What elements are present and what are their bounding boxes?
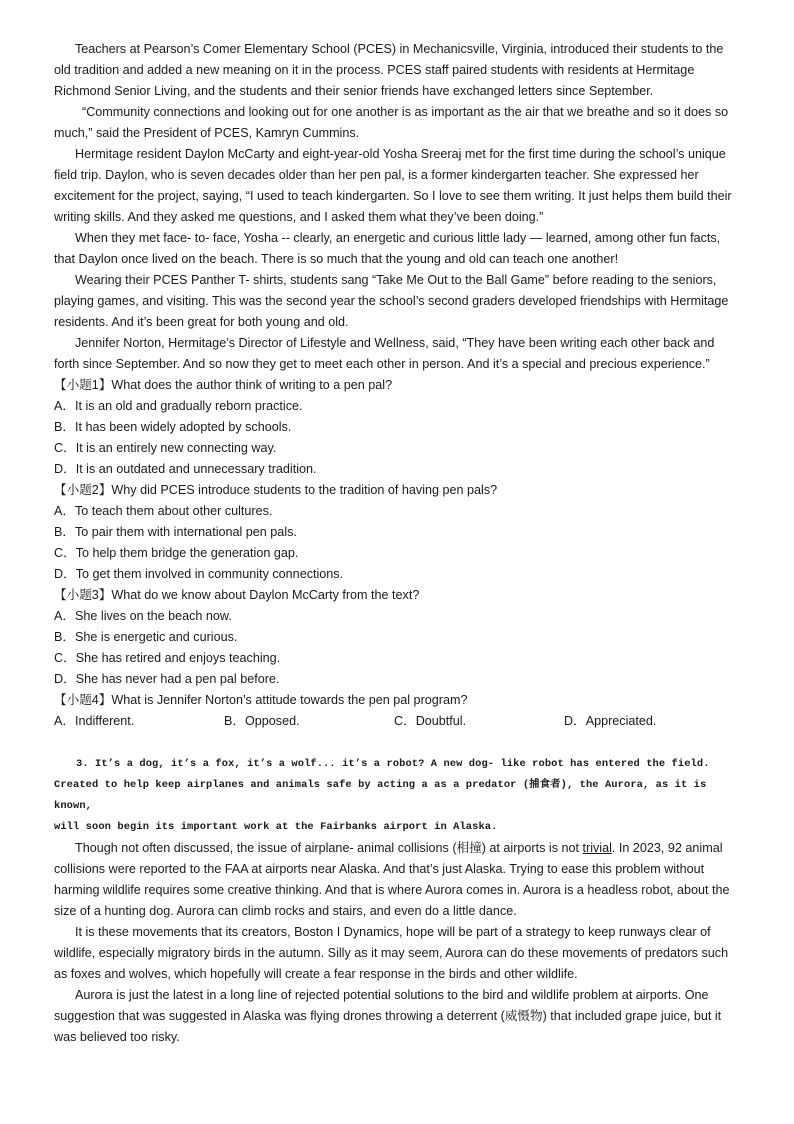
question-stem: 【小题2】Why did PCES introduce students to the tradition of having pen pals? [54, 483, 498, 497]
option-a: A．She lives on the beach now. [54, 609, 232, 623]
paragraph: “Community connections and looking out for one another is as important as the air that we breathe and so it does so much,” said the President of PCES, Kamryn Cummins. [54, 105, 729, 140]
paragraph: Hermitage resident Daylon McCarty and eight-year-old Yosha Sreeraj met for the first time during the school’s unique field trip. Daylon, who is seven decades older than her pen pal, is a former kindergarten teacher. She expressed her excitement for the project, saying, “I used to teach kindergarten. So I love to see them writing. It just helps them build their writing skills. And they asked me questions, and I asked them what they’ve been doing.” [54, 147, 732, 224]
option-a: A．It is an old and gradually reborn practice. [54, 399, 303, 413]
option-d: D．Appreciated. [564, 714, 657, 728]
passage-number: 3. [76, 758, 89, 770]
paragraph: When they met face- to- face, Yosha -- clearly, an energetic and curious little lady — learned, among other fun facts, that Daylon once lived on the beach. There is so much that the young and old can teach one another! [54, 231, 721, 266]
paragraph: Though not often discussed, the issue of airplane- animal collisions (相撞) at airports is not trivial. In 2023, 92 animal collisions were reported to the FAA at airports near Alaska. And that’s just Alaska. Trying to ease this problem without harming wildlife requires some creative thinking. And that is where Aurora comes in. Aurora is a headless robot, about the size of a hunting dog. Aurora can climb rocks and stairs, and even do a little dance. [54, 841, 730, 918]
question-3 [54, 585, 740, 690]
option-b: B．She is energetic and curious. [54, 630, 238, 644]
intro-line: 3. It’s a dog, it’s a fox, it’s a wolf... it’s a robot? A new dog- like robot has entered the field. [76, 758, 710, 770]
underlined-word: trivial [582, 841, 612, 855]
question-1 [54, 375, 740, 480]
option-d: D．She has never had a pen pal before. [54, 672, 280, 686]
option-b: B．Opposed. [224, 714, 300, 728]
question-2 [54, 480, 740, 585]
option-b: B．It has been widely adopted by schools. [54, 420, 292, 434]
option-b: B．To pair them with international pen pals. [54, 525, 297, 539]
option-d: D．It is an outdated and unnecessary tradition. [54, 462, 317, 476]
question-stem: 【小题4】What is Jennifer Norton’s attitude towards the pen pal program? [54, 693, 468, 707]
question-stem: 【小题1】What does the author think of writing to a pen pal? [54, 378, 393, 392]
passage-3-intro [54, 754, 740, 838]
option-a: A．To teach them about other cultures. [54, 504, 273, 518]
option-c: C．She has retired and enjoys teaching. [54, 651, 281, 665]
option-c: C．It is an entirely new connecting way. [54, 441, 277, 455]
paragraph: Jennifer Norton, Hermitage’s Director of Lifestyle and Wellness, said, “They have been writing each other back and forth since September. And so now they get to meet each other in person. And it’s a special and precious experience.” [54, 336, 715, 371]
option-a: A．Indifferent. [54, 714, 135, 728]
intro-line: will soon begin its important work at the Fairbanks airport in Alaska. [54, 821, 498, 833]
paragraph: Teachers at Pearson’s Comer Elementary School (PCES) in Mechanicsville, Virginia, introduced their students to the old tradition and added a new meaning on it in the process. PCES staff paired students with residents at Hermitage Richmond Senior Living, and the students and their senior friends have exchanged letters since September. [54, 42, 724, 98]
paragraph: Wearing their PCES Panther T- shirts, students sang “Take Me Out to the Ball Game” before reading to the seniors, playing games, and visiting. This was the second year the school’s second graders developed friendships with Hermitage residents. And it’s been great for both young and old. [54, 273, 729, 329]
option-d: D．To get them involved in community connections. [54, 567, 344, 581]
document-page [54, 39, 740, 1048]
option-c: C．Doubtful. [394, 714, 467, 728]
paragraph: It is these movements that its creators, Boston I Dynamics, hope will be part of a strategy to keep runways clear of wildlife, especially migratory birds in the autumn. Silly as it may seem, Aurora can do these movements of predators such as foxes and wolves, which hopefully will create a fear response in the birds and other wildlife. [54, 925, 729, 981]
question-stem: 【小题3】What do we know about Daylon McCarty from the text? [54, 588, 420, 602]
option-c: C．To help them bridge the generation gap. [54, 546, 299, 560]
options-row [54, 711, 740, 732]
paragraph: Aurora is just the latest in a long line of rejected potential solutions to the bird and wildlife problem at airports. One suggestion that was suggested in Alaska was flying drones throwing a deterrent (威慑物) that included grape juice, but it was believed too risky. [54, 988, 722, 1044]
spacer [54, 732, 740, 754]
question-4 [54, 690, 740, 732]
intro-line: Created to help keep airplanes and animals safe by acting a as a predator (捕食者), the Aurora, as it is known, [54, 779, 707, 812]
